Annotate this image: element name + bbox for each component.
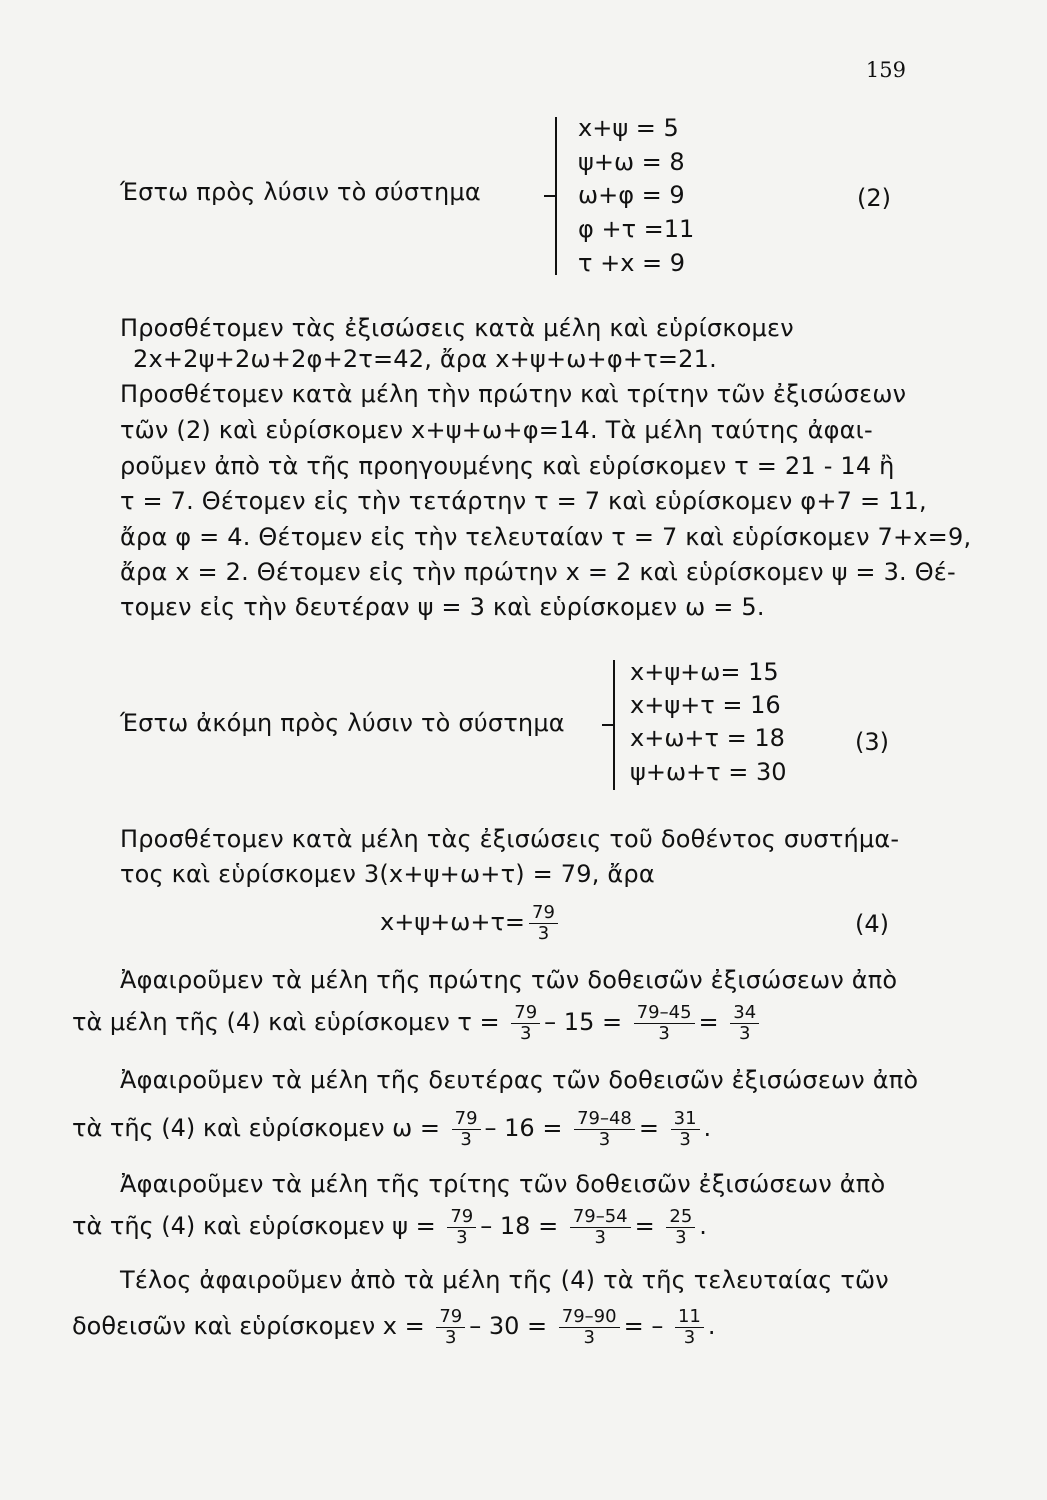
step2-end: . [703, 1114, 712, 1142]
fraction-numerator: 79–90 [559, 1307, 620, 1328]
step3-minus: – 18 = [480, 1212, 559, 1240]
fraction-denominator: 3 [739, 1022, 751, 1044]
system3-eq-2: x+ψ+τ = 16 [630, 691, 781, 719]
system2-eq-4: φ +τ =11 [578, 215, 695, 243]
step3-line-1: Ἀφαιροῦμεν τὰ μέλη τῆς τρίτης τῶν δοθεισῶν ἐξισώσεων ἀπὸ [120, 1170, 886, 1198]
step1-line-1: Ἀφαιροῦμεν τὰ μέλη τῆς πρώτης τῶν δοθεισῶν ἐξισώσεων ἀπὸ [120, 966, 898, 994]
step2-fraction-1 [452, 1109, 481, 1150]
system2-eq-1: x+ψ = 5 [578, 114, 679, 142]
step3-equals: = [634, 1212, 655, 1240]
fraction-numerator: 25 [666, 1207, 695, 1228]
fraction-denominator: 3 [598, 1128, 611, 1150]
fraction-denominator: 3 [658, 1022, 670, 1044]
step1-fraction-3 [730, 1003, 759, 1044]
system3-label: (3) [855, 728, 889, 756]
fraction-denominator: 3 [456, 1226, 468, 1248]
system3-eq-3: x+ω+τ = 18 [630, 724, 785, 752]
equation-4 [380, 900, 562, 944]
step3-fraction-3 [666, 1207, 695, 1248]
fraction-denominator: 3 [675, 1226, 687, 1248]
para1-line-7: ἄρα φ = 4. Θέτομεν εἰς τὴν τελευταίαν τ = 7 καὶ εὑρίσκομεν 7+x=9, [120, 523, 972, 551]
step2-minus: – 16 = [484, 1114, 563, 1142]
step2-prefix: τὰ τῆς (4) καὶ εὑρίσκομεν ω = [72, 1114, 440, 1142]
fraction-numerator: 34 [730, 1003, 759, 1024]
system2-eq-2: ψ+ω = 8 [578, 148, 685, 176]
page-number: 159 [865, 58, 906, 82]
system2-eq-3: ω+φ = 9 [578, 181, 685, 209]
para1-line-8: ἄρα x = 2. Θέτομεν εἰς τὴν πρώτην x = 2 καὶ εὑρίσκομεν ψ = 3. Θέ- [120, 558, 956, 586]
fraction-numerator: 79 [436, 1307, 465, 1328]
step1-fraction-1 [511, 1003, 540, 1044]
system2-label: (2) [857, 184, 891, 212]
step3-formula [72, 1204, 707, 1248]
step4-formula [72, 1304, 716, 1348]
step3-fraction-1 [447, 1207, 476, 1248]
step4-line-1: Τέλος ἀφαιροῦμεν ἀπὸ τὰ μέλη τῆς (4) τὰ τῆς τελευταίας τῶν [120, 1266, 889, 1294]
fraction-numerator: 31 [671, 1109, 700, 1130]
equation-4-fraction [529, 903, 558, 944]
system2-eq-5: τ +x = 9 [578, 249, 686, 277]
fraction-numerator: 79 [447, 1207, 476, 1228]
step1-fraction-2 [634, 1003, 695, 1044]
fraction-numerator: 11 [675, 1307, 704, 1328]
step4-equals: = – [623, 1312, 664, 1340]
step4-fraction-2 [559, 1307, 620, 1348]
fraction-denominator: 3 [537, 922, 550, 944]
fraction-numerator: 79 [452, 1109, 481, 1130]
system3-intro: Έστω ἀκόμη πρὸς λύσιν τὸ σύστημα [120, 709, 565, 737]
para2-line-1: Προσθέτομεν κατὰ μέλη τὰς ἐξισώσεις τοῦ δοθέντος συστήμα- [120, 825, 900, 853]
equation-4-label: (4) [855, 910, 889, 938]
fraction-denominator: 3 [583, 1326, 595, 1348]
fraction-numerator: 79–54 [570, 1207, 631, 1228]
step4-fraction-1 [436, 1307, 465, 1348]
step3-fraction-2 [570, 1207, 631, 1248]
para1-line-2: 2x+2ψ+2ω+2φ+2τ=42, ἄρα x+ψ+ω+φ+τ=21. [133, 345, 717, 373]
fraction-denominator: 3 [683, 1326, 696, 1348]
step2-fraction-2 [574, 1109, 635, 1150]
fraction-denominator: 3 [679, 1128, 691, 1150]
para1-line-6: τ = 7. Θέτομεν εἰς τὴν τετάρτην τ = 7 καὶ εὑρίσκομεν φ+7 = 11, [120, 487, 927, 515]
step3-end: . [699, 1212, 707, 1240]
system3-eq-1: x+ψ+ω= 15 [630, 658, 779, 686]
step1-minus: – 15 = [544, 1008, 623, 1036]
para1-line-9: τομεν εἰς τὴν δευτέραν ψ = 3 καὶ εὑρίσκομεν ω = 5. [120, 593, 765, 621]
fraction-numerator: 79–48 [574, 1109, 635, 1130]
para1-line-1: Προσθέτομεν τὰς ἐξισώσεις κατὰ μέλη καὶ εὑρίσκομεν [120, 314, 794, 342]
fraction-denominator: 3 [594, 1226, 606, 1248]
step2-equals: = [638, 1114, 659, 1142]
para1-line-5: ροῦμεν ἀπὸ τὰ τῆς προηγουμένης καὶ εὑρίσκομεν τ = 21 - 14 ἢ [120, 452, 895, 480]
system3-brace-tip [602, 724, 614, 726]
para1-line-4: τῶν (2) καὶ εὑρίσκομεν x+ψ+ω+φ=14. Τὰ μέλη ταύτης ἀφαι- [120, 416, 873, 444]
step1-prefix: τὰ μέλη τῆς (4) καὶ εὑρίσκομεν τ = [72, 1008, 500, 1036]
fraction-numerator: 79 [511, 1003, 540, 1024]
step4-end: . [707, 1312, 716, 1340]
step4-minus: – 30 = [469, 1312, 548, 1340]
step2-fraction-3 [671, 1109, 700, 1150]
system2-brace-tip [544, 195, 556, 197]
step2-line-1: Ἀφαιροῦμεν τὰ μέλη τῆς δευτέρας τῶν δοθεισῶν ἐξισώσεων ἀπὸ [120, 1066, 919, 1094]
fraction-numerator: 79–45 [634, 1003, 695, 1024]
fraction-denominator: 3 [445, 1326, 457, 1348]
step1-formula [72, 1000, 763, 1044]
step3-prefix: τὰ τῆς (4) καὶ εὑρίσκομεν ψ = [72, 1212, 436, 1240]
fraction-denominator: 3 [519, 1022, 532, 1044]
para1-line-3: Προσθέτομεν κατὰ μέλη τὴν πρώτην καὶ τρίτην τῶν ἐξισώσεων [120, 380, 907, 408]
fraction-denominator: 3 [460, 1128, 472, 1150]
step2-formula [72, 1106, 711, 1150]
step1-equals: = [698, 1008, 719, 1036]
equation-4-lhs: x+ψ+ω+τ= [380, 908, 526, 936]
para2-line-2: τος καὶ εὑρίσκομεν 3(x+ψ+ω+τ) = 79, ἄρα [120, 860, 655, 888]
step4-fraction-3 [675, 1307, 704, 1348]
fraction-numerator: 79 [529, 903, 558, 924]
system3-eq-4: ψ+ω+τ = 30 [630, 758, 787, 786]
step4-prefix: δοθεισῶν καὶ εὑρίσκομεν x = [72, 1312, 425, 1340]
system2-intro: Έστω πρὸς λύσιν τὸ σύστημα [120, 178, 481, 206]
